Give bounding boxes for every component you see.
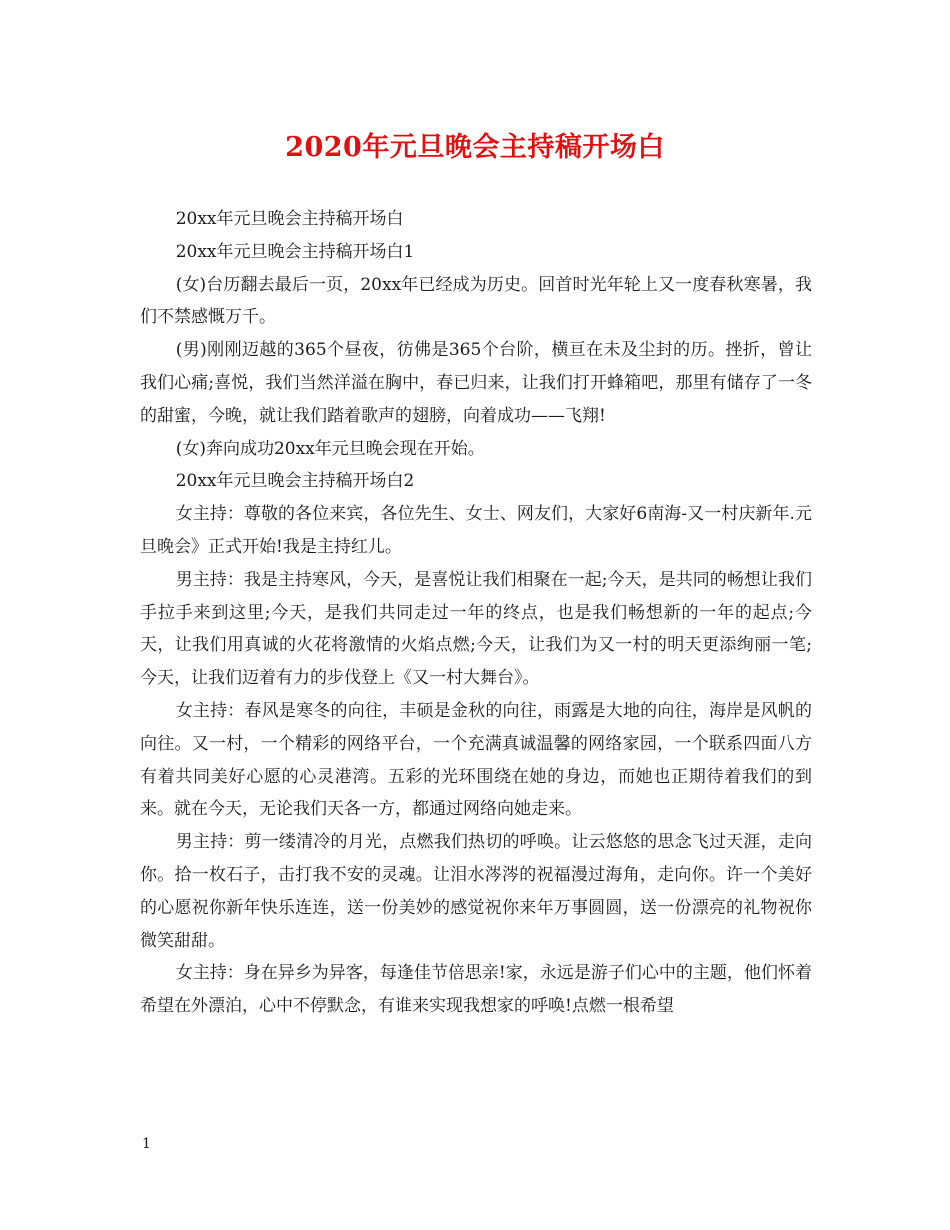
paragraph: 男主持：我是主持寒风，今天，是喜悦让我们相聚在一起;今天，是共同的畅想让我们手拉手来到这里;今天，是我们共同走过一年的终点，也是我们畅想新的一年的起点;今天，让我们用真诚的火花将激情的火焰点燃;今天，让我们为又一村的明天更添绚丽一笔;今天，让我们迈着有力的步伐登上《又一村大舞台》。 — [140, 569, 812, 689]
page-number: 1 — [142, 1136, 151, 1152]
paragraph: 男主持：剪一缕清冷的月光，点燃我们热切的呼唤。让云悠悠的思念飞过天涯，走向你。拾一枚石子，击打我不安的灵魂。让泪水涔涔的祝福漫过海角，走向你。许一个美好的心愿祝你新年快乐连连，送一份美妙的感觉祝你来年万事圆圆，送一份漂亮的礼物祝你微笑甜甜。 — [140, 832, 812, 951]
paragraph-heading: 20xx年元旦晚会主持稿开场白 — [175, 209, 404, 229]
paragraph: 女主持：尊敬的各位来宾，各位先生、女士、网友们，大家好6南海-又一村庆新年.元旦晚会》正式开始!我是主持红儿。 — [140, 504, 812, 557]
document-title: 2020年元旦晚会主持稿开场白 — [285, 132, 665, 163]
paragraph: (女)台历翻去最后一页，20xx年已经成为历史。回首时光年轮上又一度春秋寒暑，我们不禁感慨万千。 — [140, 274, 812, 328]
paragraph: 女主持：身在异乡为异客，每逢佳节倍思亲!家，永远是游子们心中的主题，他们怀着希望在外漂泊，心中不停默念，有谁来实现我想家的呼唤!点燃一根希望 — [140, 963, 812, 1017]
document-body — [140, 203, 812, 1023]
paragraph: (男)刚刚迈越的365个昼夜，彷佛是365个台阶，横亘在未及尘封的历。挫折，曾让我们心痛;喜悦，我们当然洋溢在胸中，春已归来，让我们打开蜂箱吧，那里有储存了一冬的甜蜜，今晚，就让我们踏着歌声的翅膀，向着成功——飞翔! — [140, 340, 812, 426]
paragraph-section-2-heading: 20xx年元旦晚会主持稿开场白2 — [175, 471, 415, 492]
paragraph-section-1-heading: 20xx年元旦晚会主持稿开场白1 — [175, 241, 415, 262]
paragraph: 女主持：春风是寒冬的向往，丰硕是金秋的向往，雨露是大地的向往，海岸是风帆的向往。又一村，一个精彩的网络平台，一个充满真诚温馨的网络家园，一个联系四面八方有着共同美好心愿的心灵港湾。五彩的光环围绕在她的身边，而她也正期待着我们的到来。就在今天，无论我们天各一方，都通过网络向她走来。 — [140, 700, 812, 820]
paragraph: (女)奔向成功20xx年元旦晚会现在开始。 — [175, 438, 485, 459]
